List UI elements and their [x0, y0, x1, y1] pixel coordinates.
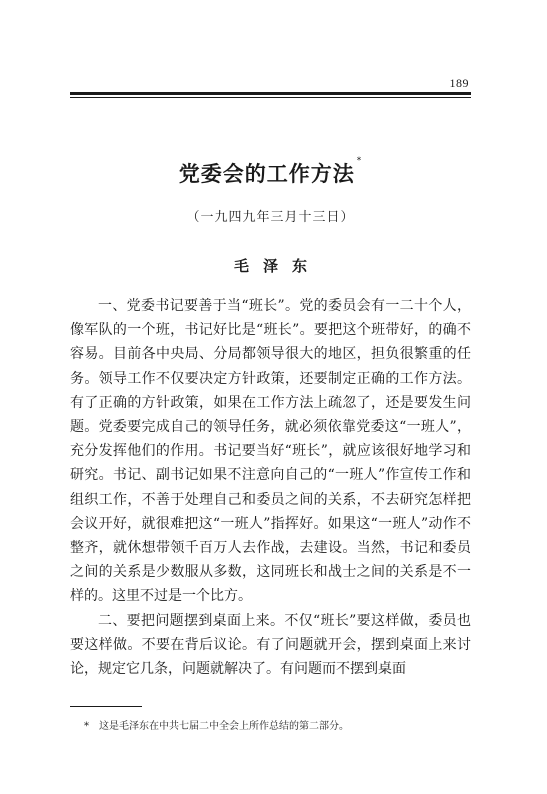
footnote-mark: * [84, 721, 89, 732]
footnote-rule [70, 706, 142, 707]
article-body [70, 294, 471, 681]
footnote-text: 这是毛泽东在中共七届二中全会上所作总结的第二部分。 [99, 721, 349, 732]
paragraph-2: 二、要把问题摆到桌面上来。不仅“班长”要这样做，委员也要这样做。不要在背后议论。有了问题就开会，摆到桌面上来讨论，规定它几条，问题就解决了。有问题而不摆到桌面 [70, 612, 471, 678]
header-rule-thick [70, 92, 471, 95]
article-author: 毛泽东 [233, 257, 321, 275]
article-date: （一九四九年三月十三日） [186, 210, 355, 225]
paragraph-1: 一、党委书记要善于当“班长”。党的委员会有一二十个人，像军队的一个班，书记好比是“班长”。要把这个班带好，的确不容易。目前各中央局、分局都领导很大的地区，担负很繁重的任务。领导工作不仅要决定方针政策，还要制定正确的工作方法。有了正确的方针政策，如果在工作方法上疏忽了，还是要发生问题。党委要完成自己的领导任务，就必须依靠党委这“一班人”，充分发挥他们的作用。书记要当好“班长”，就应该很好地学习和研究。书记、副书记如果不注意向自己的“一班人”作宣传工作和组织工作，不善于处理自己和委员之间的关系，不去研究怎样把会议开好，就很难把这“一班人”指挥好。如果这“一班人”动作不整齐，就休想带领千百万人去作战，去建设。当然，书记和委员之间的关系是少数服从多数，这同班长和战士之间的关系是不一样的。这里不过是一个比方。 [70, 298, 471, 605]
article-title [70, 158, 471, 188]
header-rule-thin [70, 97, 471, 98]
title-text: 党委会的工作方法 [178, 162, 355, 186]
page-number: 189 [449, 76, 469, 90]
title-note-mark[interactable]: * [356, 156, 363, 166]
footnote [84, 720, 464, 734]
